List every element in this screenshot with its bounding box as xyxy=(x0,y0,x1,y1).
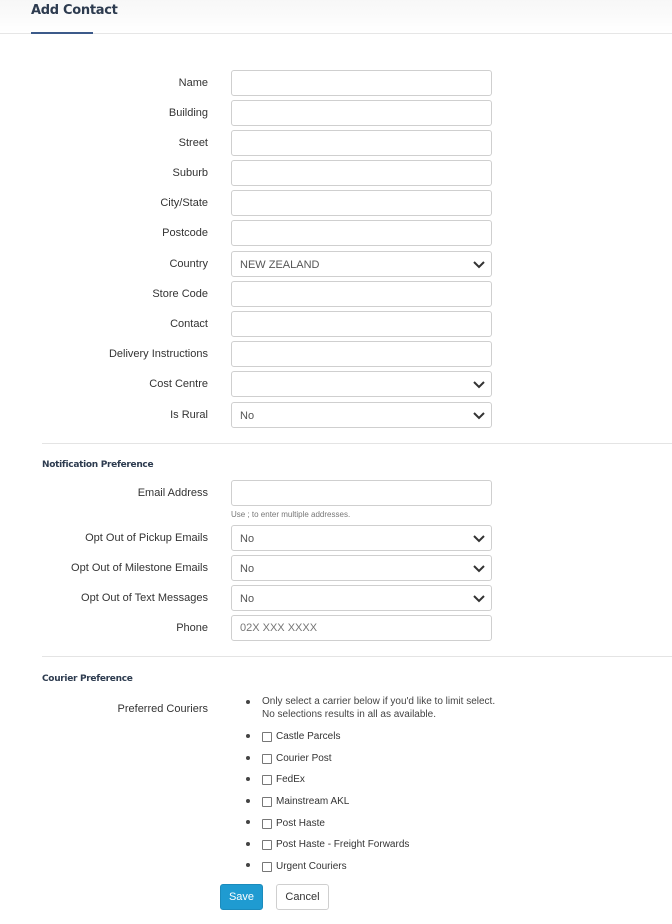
name-label: Name xyxy=(178,77,208,89)
country-row xyxy=(0,251,672,277)
store-code-row xyxy=(0,281,672,307)
opt-out-text-label: Opt Out of Text Messages xyxy=(81,592,208,604)
opt-out-milestone-row xyxy=(0,555,672,581)
suburb-input[interactable] xyxy=(231,160,492,186)
street-label: Street xyxy=(178,137,208,149)
is-rural-row xyxy=(0,402,672,428)
post-haste-freight-forwards-label: Post Haste - Freight Forwards xyxy=(276,839,410,850)
phone-input[interactable] xyxy=(231,615,492,641)
street-row xyxy=(0,130,672,156)
opt-out-milestone-label: Opt Out of Milestone Emails xyxy=(71,562,208,574)
name-row xyxy=(0,70,672,96)
contact-input[interactable] xyxy=(231,311,492,337)
building-input[interactable] xyxy=(231,100,492,126)
opt-out-pickup-label: Opt Out of Pickup Emails xyxy=(85,532,208,544)
email-input[interactable] xyxy=(231,480,492,506)
post-haste-checkbox[interactable] xyxy=(262,819,272,829)
chevron-down-icon xyxy=(473,595,485,603)
city-state-input[interactable] xyxy=(231,190,492,216)
opt-out-pickup-row xyxy=(0,525,672,551)
cost-centre-row xyxy=(0,371,672,397)
opt-out-milestone-value: No xyxy=(240,563,255,575)
opt-out-pickup-value: No xyxy=(240,533,255,545)
country-label: Country xyxy=(169,258,208,270)
country-value: NEW ZEALAND xyxy=(240,259,320,271)
postcode-input[interactable] xyxy=(231,220,492,246)
suburb-label: Suburb xyxy=(172,167,208,179)
opt-out-text-row xyxy=(0,585,672,611)
chevron-down-icon xyxy=(473,381,485,389)
store-code-input[interactable] xyxy=(231,281,492,307)
title-underline xyxy=(31,32,93,34)
courier-section-title: Courier Preference xyxy=(42,674,133,684)
bullet-dot xyxy=(246,820,250,824)
post-haste-freight-forwards-checkbox[interactable] xyxy=(262,840,272,850)
mainstream-akl-label: Mainstream AKL xyxy=(276,796,350,807)
street-input[interactable] xyxy=(231,130,492,156)
is-rural-label: Is Rural xyxy=(170,409,208,421)
notification-section-title: Notification Preference xyxy=(42,460,154,470)
courier-note: Only select a carrier below if you'd like to limit select. No selections results in all as available. xyxy=(262,696,496,720)
page-header xyxy=(0,0,672,34)
bullet-dot xyxy=(246,799,250,803)
contact-label: Contact xyxy=(170,318,208,330)
email-hint: Use ; to enter multiple addresses. xyxy=(231,510,351,519)
castle-parcels-label: Castle Parcels xyxy=(276,731,341,742)
bullet-dot xyxy=(246,734,250,738)
building-row xyxy=(0,100,672,126)
is-rural-value: No xyxy=(240,410,255,422)
save-button[interactable]: Save xyxy=(220,884,263,910)
country-select[interactable] xyxy=(231,251,492,277)
bullet-dot xyxy=(246,863,250,867)
store-code-label: Store Code xyxy=(152,288,208,300)
section-divider xyxy=(42,656,672,657)
cost-centre-label: Cost Centre xyxy=(149,378,208,390)
bullet-dot xyxy=(246,700,250,704)
bullet-dot xyxy=(246,777,250,781)
postcode-label: Postcode xyxy=(162,227,208,239)
mainstream-akl-checkbox[interactable] xyxy=(262,797,272,807)
castle-parcels-checkbox[interactable] xyxy=(262,732,272,742)
postcode-row xyxy=(0,220,672,246)
city-state-row xyxy=(0,190,672,216)
delivery-instructions-row xyxy=(0,341,672,367)
courier-post-label: Courier Post xyxy=(276,753,332,764)
courier-post-checkbox[interactable] xyxy=(262,754,272,764)
chevron-down-icon xyxy=(473,412,485,420)
bullet-dot xyxy=(246,842,250,846)
phone-label: Phone xyxy=(176,622,208,634)
cancel-button[interactable]: Cancel xyxy=(276,884,329,910)
is-rural-select[interactable] xyxy=(231,402,492,428)
opt-out-pickup-select[interactable] xyxy=(231,525,492,551)
fedex-checkbox[interactable] xyxy=(262,775,272,785)
email-label: Email Address xyxy=(137,487,208,499)
page-title: Add Contact xyxy=(31,3,118,18)
chevron-down-icon xyxy=(473,261,485,269)
suburb-row xyxy=(0,160,672,186)
city-state-label: City/State xyxy=(160,197,208,209)
cost-centre-select[interactable] xyxy=(231,371,492,397)
building-label: Building xyxy=(168,107,208,119)
bullet-dot xyxy=(246,756,250,760)
delivery-instructions-label: Delivery Instructions xyxy=(108,348,208,360)
chevron-down-icon xyxy=(473,565,485,573)
post-haste-label: Post Haste xyxy=(276,818,325,829)
contact-row xyxy=(0,311,672,337)
phone-row xyxy=(0,615,672,641)
chevron-down-icon xyxy=(473,535,485,543)
urgent-couriers-label: Urgent Couriers xyxy=(276,861,347,872)
preferred-couriers-label: Preferred Couriers xyxy=(117,703,208,715)
opt-out-text-select[interactable] xyxy=(231,585,492,611)
opt-out-milestone-select[interactable] xyxy=(231,555,492,581)
name-input[interactable] xyxy=(231,70,492,96)
urgent-couriers-checkbox[interactable] xyxy=(262,862,272,872)
section-divider xyxy=(42,443,672,444)
email-row xyxy=(0,480,672,506)
fedex-label: FedEx xyxy=(276,774,305,785)
opt-out-text-value: No xyxy=(240,593,255,605)
delivery-instructions-input[interactable] xyxy=(231,341,492,367)
